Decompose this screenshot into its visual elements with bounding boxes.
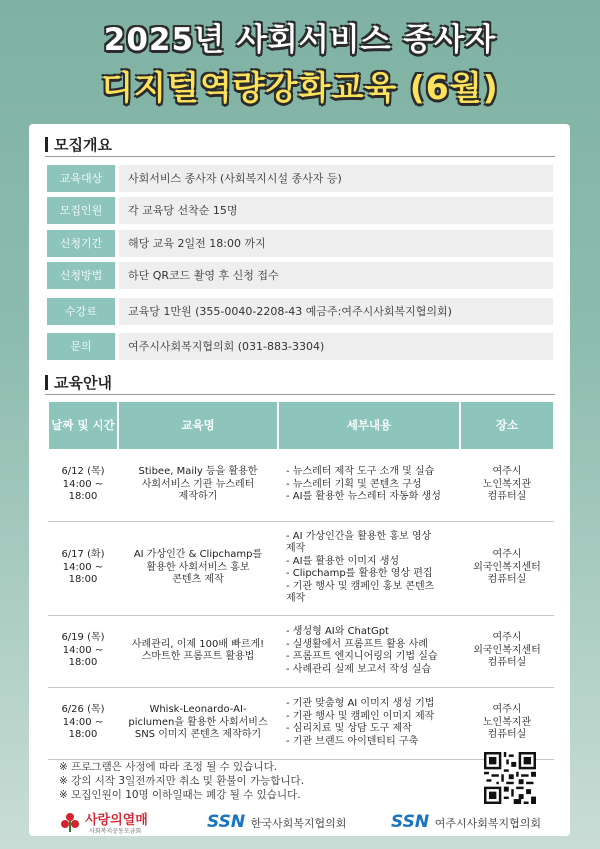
recruit-row-contact bbox=[47, 333, 553, 360]
notice-list bbox=[59, 760, 304, 802]
session-date: 6/26 (목) 14:00 ~ 18:00 bbox=[48, 687, 118, 759]
poster-title-line2: 디지털역량강화교육 (6월) bbox=[101, 68, 499, 107]
session-place: 여주시 노인복지관 컴퓨터실 bbox=[460, 687, 554, 759]
yeoju-name: 여주시사회복지협의회 bbox=[434, 817, 541, 830]
col-header-name: 교육명 bbox=[118, 402, 278, 449]
recruit-label: 교육대상 bbox=[47, 165, 115, 192]
notice-item: ※ 프로그램은 사정에 따라 조정 될 수 있습니다. bbox=[59, 761, 278, 773]
recruit-label: 신청기간 bbox=[47, 230, 115, 257]
recruit-value: 교육당 1만원 (355-0040-2208-43 예금주:여주시사회복지협의회) bbox=[119, 298, 553, 325]
schedule-heading: 교육안내 bbox=[45, 372, 112, 393]
ssn-mark: SSN bbox=[207, 812, 246, 832]
recruit-value: 하단 QR코드 촬영 후 신청 접수 bbox=[119, 262, 553, 289]
chest-name: 사랑의열매 bbox=[85, 813, 148, 828]
notice-item: ※ 강의 시작 3일전까지만 취소 및 환불이 가능합니다. bbox=[59, 775, 305, 787]
yeoju-logo bbox=[391, 812, 541, 832]
session-place: 여주시 외국인복지센터 컴퓨터실 bbox=[460, 615, 554, 687]
recruit-label: 수강료 bbox=[47, 298, 115, 325]
recruit-row-method bbox=[47, 262, 553, 289]
recruit-label: 문의 bbox=[47, 333, 115, 360]
session-date: 6/17 (화) 14:00 ~ 18:00 bbox=[48, 521, 118, 615]
session-date: 6/19 (목) 14:00 ~ 18:00 bbox=[48, 615, 118, 687]
content-card bbox=[29, 124, 570, 836]
recruit-value: 여주시사회복지협의회 (031-883-3304) bbox=[119, 333, 553, 360]
session-place: 여주시 노인복지관 컴퓨터실 bbox=[460, 449, 554, 521]
session-name: Whisk-Leonardo-AI- piclumen을 활용한 사회서비스 SNS 이미지 콘텐츠 제작하기 bbox=[118, 687, 278, 759]
recruit-row-fee bbox=[47, 298, 553, 325]
session-date: 6/12 (목) 14:00 ~ 18:00 bbox=[48, 449, 118, 521]
recruit-row-period bbox=[47, 230, 553, 257]
schedule-table bbox=[47, 402, 555, 760]
notice-item: ※ 모집인원이 10명 이하일때는 폐강 될 수 있습니다. bbox=[59, 789, 301, 801]
table-row bbox=[48, 521, 554, 615]
recruit-label: 모집인원 bbox=[47, 197, 115, 224]
recruit-divider bbox=[45, 156, 555, 157]
footer-logos bbox=[29, 812, 570, 836]
qr-code[interactable] bbox=[484, 752, 536, 804]
session-details: - 생성형 AI와 ChatGpt - 실생활에서 프롬프트 활용 사례 - 프롬프트 엔지니어링의 기법 실습 - 사례관리 실제 보고서 작성 실습 bbox=[278, 615, 460, 687]
col-header-date: 날짜 및 시간 bbox=[48, 402, 118, 449]
session-name: Stibee, Maily 등을 활용한 사회서비스 기관 뉴스레터 제작하기 bbox=[118, 449, 278, 521]
recruit-row-capacity bbox=[47, 197, 553, 224]
recruit-heading: 모집개요 bbox=[45, 134, 112, 155]
recruit-value: 해당 교육 2일전 18:00 까지 bbox=[119, 230, 553, 257]
session-details: - 기관 맞춤형 AI 이미지 생성 기법 - 기관 행사 및 캠페인 이미지 제작 - 심리치료 및 상담 도구 제작 - 기관 브랜드 아이덴티티 구축 bbox=[278, 687, 460, 759]
recruit-label: 신청방법 bbox=[47, 262, 115, 289]
session-name: 사례관리, 이제 100배 빠르게! 스마트한 프롬프트 활용법 bbox=[118, 615, 278, 687]
session-name: AI 가상인간 & Clipchamp를 활용한 사회서비스 홍보 콘텐츠 제작 bbox=[118, 521, 278, 615]
col-header-place: 장소 bbox=[460, 402, 554, 449]
schedule-divider bbox=[45, 394, 555, 395]
table-row bbox=[48, 687, 554, 759]
kncsw-name: 한국사회복지협의회 bbox=[250, 817, 347, 830]
recruit-value: 각 교육당 선착순 15명 bbox=[119, 197, 553, 224]
schedule-header-row bbox=[48, 402, 554, 449]
table-row bbox=[48, 615, 554, 687]
col-header-detail: 세부내용 bbox=[278, 402, 460, 449]
recruit-row-target bbox=[47, 165, 553, 192]
recruit-value: 사회서비스 종사자 (사회복지시설 종사자 등) bbox=[119, 165, 553, 192]
session-details: - 뉴스레터 제작 도구 소개 및 실습 - 뉴스레터 기획 및 콘텐츠 구성 - AI를 활용한 뉴스레터 자동화 생성 bbox=[278, 449, 460, 521]
poster-title-line1: 2025년 사회서비스 종사자 bbox=[103, 22, 497, 58]
session-details: - AI 가상인간을 활용한 홍보 영상 제작 - AI를 활용한 이미지 생성 - Clipchamp를 활용한 영상 편집 - 기관 행사 및 캠페인 홍보 콘텐츠 제작 bbox=[278, 521, 460, 615]
kncsw-logo bbox=[207, 812, 346, 832]
fruit-icon bbox=[59, 811, 81, 833]
session-place: 여주시 외국인복지센터 컴퓨터실 bbox=[460, 521, 554, 615]
table-row bbox=[48, 449, 554, 521]
ssn-mark: SSN bbox=[391, 812, 430, 832]
chest-sub: 사회복지공동모금회 bbox=[89, 828, 142, 835]
